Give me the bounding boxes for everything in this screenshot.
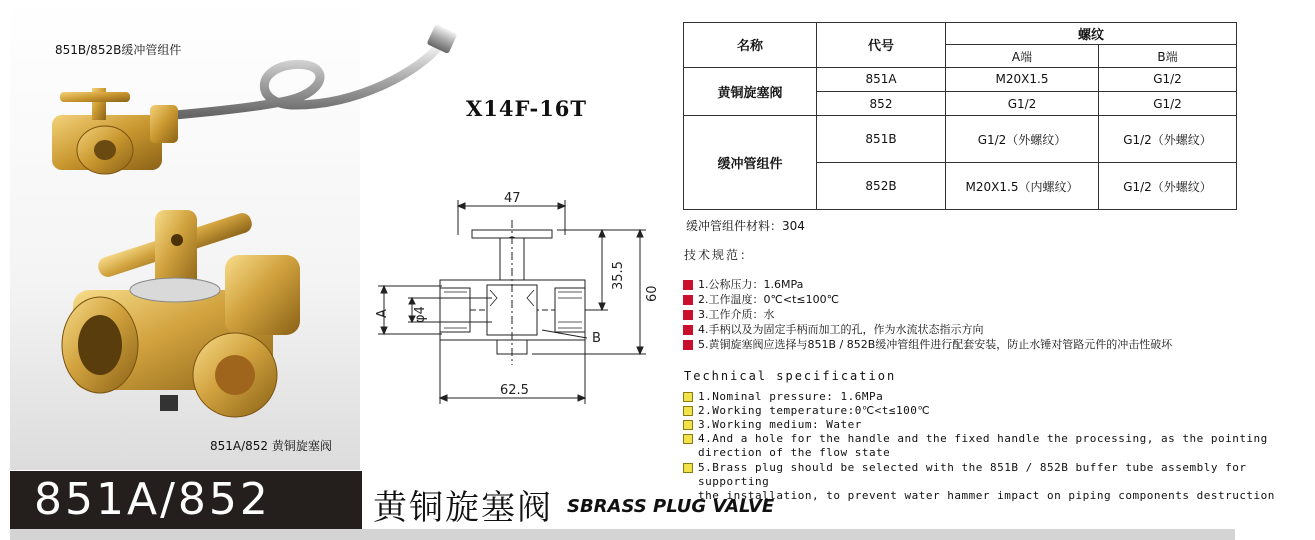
- spec-en-item: 4.And a hole for the handle and the fixed handle the processing, as the pointing direction of the flow state: [683, 432, 1268, 460]
- spec-cn-item: 2.工作温度：0℃<t≤100℃: [683, 293, 839, 307]
- group-name: 缓冲管组件: [684, 116, 817, 210]
- yellow-bullet-icon: [683, 406, 693, 416]
- red-bullet-icon: [683, 340, 693, 350]
- table-cell-code: 851B: [817, 116, 946, 163]
- spec-cn-item: 1.公称压力：1.6MPa: [683, 278, 803, 292]
- spec-en-item: 3.Working medium: Water: [683, 418, 862, 432]
- table-cell-a: M20X1.5（内螺纹）: [946, 163, 1099, 210]
- table-cell-code: 852: [817, 92, 946, 116]
- table-cell-a: G1/2（外螺纹）: [946, 116, 1099, 163]
- red-bullet-icon: [683, 280, 693, 290]
- bottom-bar: [10, 529, 1235, 540]
- spec-cn-item: 4.手柄以及为固定手柄而加工的孔，作为水流状态指示方向: [683, 323, 984, 337]
- product-en-title: SBRASS PLUG VALVE: [567, 496, 775, 517]
- header-thread: 螺纹: [946, 23, 1237, 45]
- dim-35-5-label: 35.5: [611, 261, 626, 290]
- yellow-bullet-icon: [683, 434, 693, 444]
- label-b: B: [592, 331, 601, 346]
- model-number: X14F-16T: [466, 96, 588, 121]
- product-code-title: 851A/852: [34, 474, 271, 525]
- spec-en-title: Technical specification: [684, 369, 897, 383]
- technical-drawing: [372, 190, 662, 420]
- yellow-bullet-icon: [683, 392, 693, 402]
- table-cell-b: G1/2: [1099, 92, 1237, 116]
- table-cell-a: G1/2: [946, 92, 1099, 116]
- header-a-end: A端: [946, 45, 1099, 67]
- buffer-assembly-caption: 851B/852B缓冲管组件: [55, 43, 182, 57]
- spec-cn-title: 技术规范：: [684, 248, 755, 262]
- yellow-bullet-icon: [683, 463, 693, 473]
- buffer-tube-assembly-image: [30, 20, 480, 190]
- spec-en-item: 2.Working temperature:0℃<t≤100℃: [683, 404, 930, 418]
- dim-60-label: 60: [645, 285, 660, 302]
- spec-en-item: 1.Nominal pressure: 1.6MPa: [683, 390, 883, 404]
- dim-62-5-label: 62.5: [500, 383, 529, 398]
- thread-spec-table: [683, 22, 1237, 210]
- brass-plug-valve-image: [55, 195, 315, 420]
- red-bullet-icon: [683, 325, 693, 335]
- yellow-bullet-icon: [683, 420, 693, 430]
- table-cell-b: G1/2: [1099, 67, 1237, 91]
- product-cn-title: 黄铜旋塞阀: [373, 488, 553, 528]
- spec-cn-item: 3.工作介质：水: [683, 308, 775, 322]
- header-code: 代号: [817, 23, 946, 68]
- table-cell-a: M20X1.5: [946, 67, 1099, 91]
- table-cell-b: G1/2（外螺纹）: [1099, 163, 1237, 210]
- red-bullet-icon: [683, 310, 693, 320]
- valve-caption: 851A/852 黄铜旋塞阀: [210, 439, 332, 453]
- spec-en-item: 5.Brass plug should be selected with the 851B / 852B buffer tube assembly for supporting the installation, to prevent water hammer impact on piping components destruction: [683, 461, 1315, 503]
- dim-phi4-label: φ4: [413, 306, 428, 323]
- table-cell-b: G1/2（外螺纹）: [1099, 116, 1237, 163]
- label-a: A: [375, 309, 390, 318]
- header-b-end: B端: [1099, 45, 1237, 67]
- red-bullet-icon: [683, 295, 693, 305]
- dim-47-label: 47: [504, 191, 521, 206]
- header-name: 名称: [684, 23, 817, 68]
- table-cell-code: 852B: [817, 163, 946, 210]
- material-note: 缓冲管组件材料：304: [686, 219, 805, 233]
- table-cell-code: 851A: [817, 67, 946, 91]
- spec-cn-item: 5.黄铜旋塞阀应选择与851B / 852B缓冲管组件进行配套安装，防止水锤对管路元件的冲击性破坏: [683, 338, 1172, 352]
- group-name: 黄铜旋塞阀: [684, 67, 817, 116]
